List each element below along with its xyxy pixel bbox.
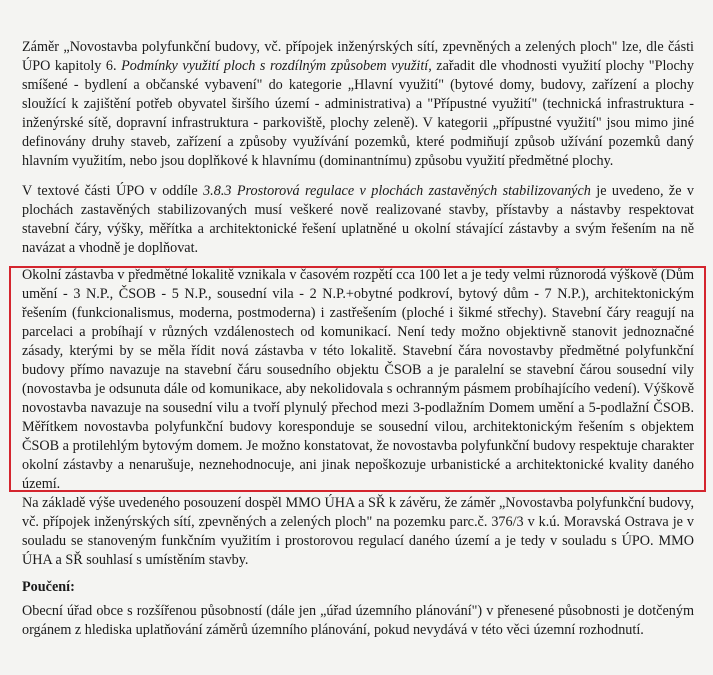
section-heading-pouceni: Poučení: (22, 579, 75, 595)
p1-text-b: zařadit dle vhodnosti využití plochy "Plochy smíšené - bydlení a občanské vybavení" do kategorie „Hlavní využití" (bytové domy, budovy, zařízení a plochy sloužící k zajištění potřeb obyvatel širšího území - administrativa) a "Přípustné využití" (technická infrastruktura - inženýrské sítě, dopravní infrastruktura - parkoviště, plochy zeleně). V kategorii „přípustné využití" jsou mimo jiné definovány druhy staveb, zařízení a způsoby využívání pozemků, které podmiňují způsob užívání pozemků daný hlavním využitím, nebo jsou doplňkové k hlavnímu (dominantnímu) způsobu využití předmětné plochy. (22, 58, 694, 169)
paragraph-zaver: Na základě výše uvedeného posouzení dospěl MMO ÚHA a SŘ k závěru, že záměr „Novostavba polyfunkční budovy, vč. přípojek inženýrských sítí, zpevněných a zelených ploch" na pozemku parc.č. 376/3 v k.ú. Moravská Ostrava je v souladu se stanoveným funkčním využitím i prostorovou regulací daného území a je tedy v souladu s ÚPO. MMO ÚHA a SŘ souhlasí s umístěním stavby. (22, 495, 694, 568)
paragraph-pouceni: Obecní úřad obce s rozšířenou působností (dále jen „úřad územního plánování") v přenesené působnosti je dotčeným orgánem z hlediska uplatňování záměrů územního plánování, pokud nevydává v této věci územní rozhodnutí. (22, 603, 694, 638)
p2-italic-section: 3.8.3 Prostorová regulace v plochách zastavěných stabilizovaných (203, 183, 591, 199)
p2-text-b: je uvedeno, že v plochách zastavěných stabilizovaných musí veškeré nově realizované stavby, přístavby a nástavby respektovat stavební čáry, výšky, měřítka a architektonické řešení uplatněné u okolní stávající zástavby a svým řešením na ně navázat a vhodně je doplňovat. (22, 183, 694, 256)
p1-text-a: Záměr „Novostavba polyfunkční budovy, vč. přípojek inženýrských sítí, zpevněných a zelených ploch" lze, dle části ÚPO kapitoly 6. (22, 39, 694, 74)
paragraph-textova-cast (22, 182, 694, 258)
paragraph-zamer (22, 38, 694, 171)
p2-text-a: V textové části ÚPO v oddíle (22, 183, 204, 199)
paragraph-okolni-zastavba: Okolní zástavba v předmětné lokalitě vznikala v časovém rozpětí cca 100 let a je tedy velmi různorodá výškově (Dům umění - 3 N.P., ČSOB - 5 N.P., sousední vila - 2 N.P.+obytné podkroví, bytový dům - 7 N.P.), architektonickým řešením (funkcionalismus, moderna, postmoderna) i zastřešením (ploché i šikmé střechy). Stavební čáry reagují na parcelaci a probíhají v různých vzdálenostech od komunikací. Není tedy možno objektivně stanovit jednoznačné zásady, kterými by se měla řídit nová zástavba v této lokalitě. Stavební čára novostavby předmětné polyfunkční budovy přímo navazuje na stavební čáru sousedního objektu ČSOB a je paralelní se stavební čárou sousední vily (novostavba je odsunuta dále od komunikace, aby nekolidovala s ochranným pásmem probíhajícího vedení). Výškově novostavba navazuje na sousední vilu a tvoří plynulý přechod mezi 3-podlažním Domem umění a 5-podlažní ČSOB. Měřítkem novostavba polyfunkční budovy koresponduje se sousední vilou, architektonickým řešením s objektem ČSOB a protilehlým bytovým domem. Je možno konstatovat, že novostavba polyfunkční budovy respektuje charakter okolní zástavby a nenarušuje, neznehodnocuje, ani jinak nepoškozuje urbanistické a architektonické kvality daného území. (22, 267, 694, 492)
p1-italic-title: Podmínky využití ploch s rozdílným způsobem využití, (121, 58, 432, 74)
